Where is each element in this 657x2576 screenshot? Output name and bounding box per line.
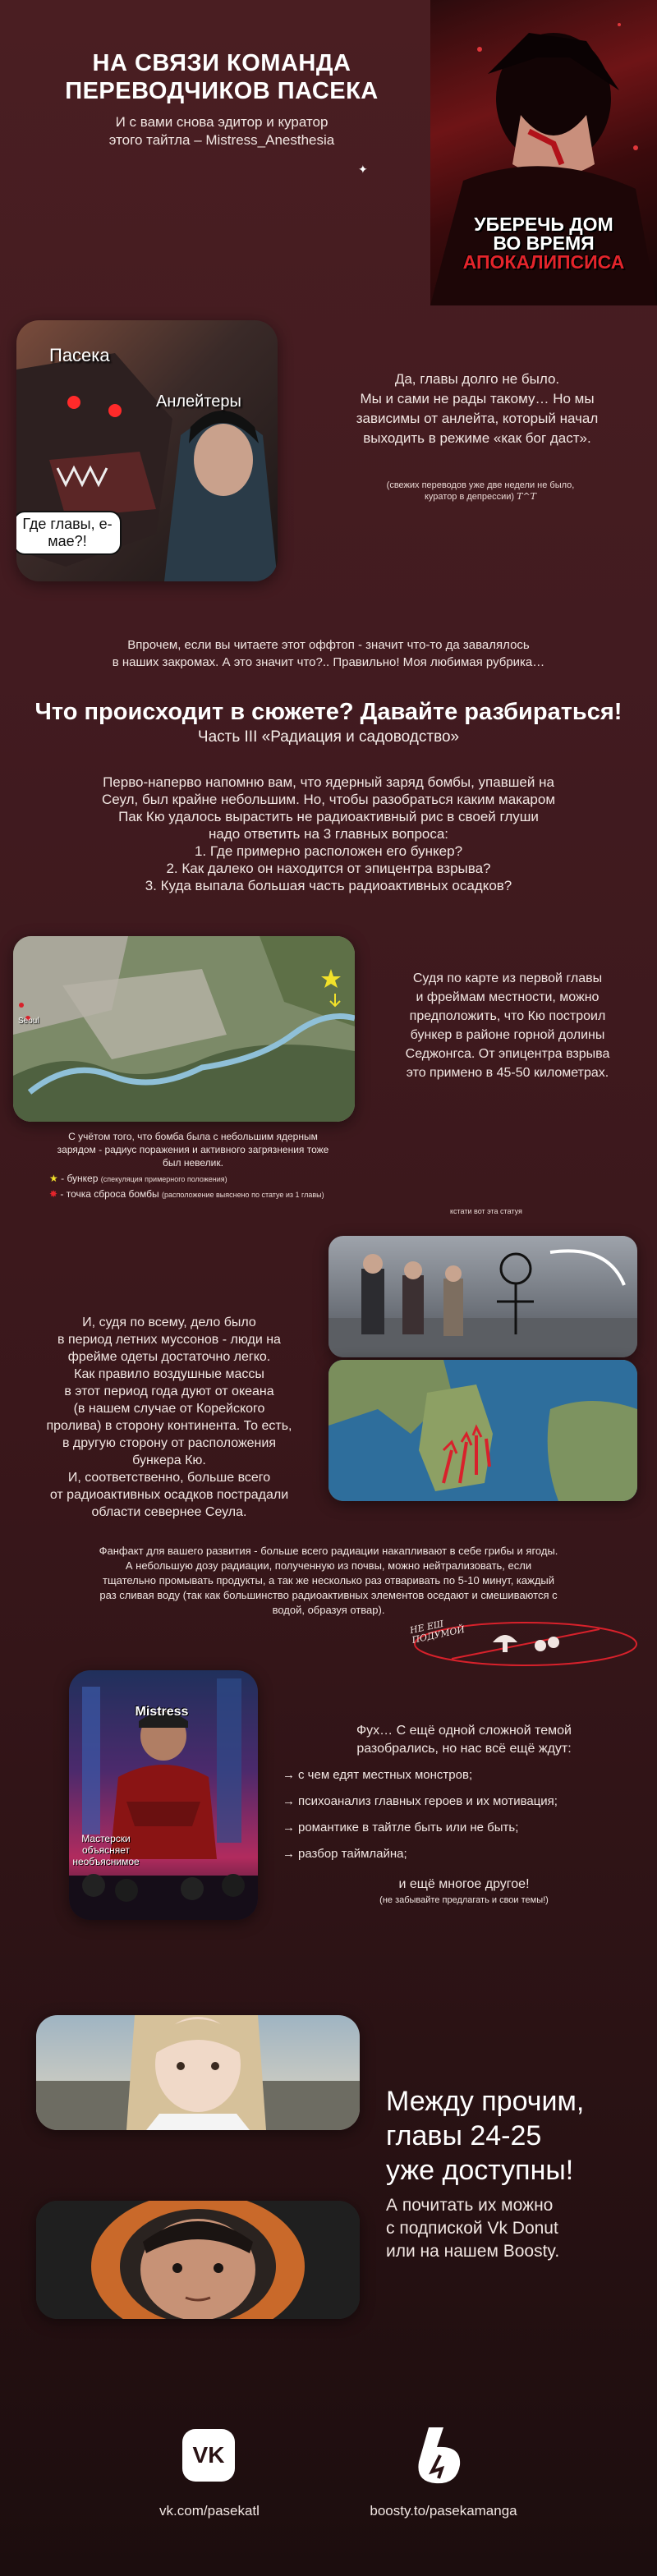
topic-text: психоанализ главных героев и их мотивация; bbox=[298, 1794, 558, 1808]
map-caption-line-3: был невелик. bbox=[163, 1157, 223, 1169]
questions-line-4: надо ответить на 3 главных вопроса: bbox=[208, 826, 449, 842]
list-item bbox=[283, 1789, 652, 1815]
crying-face: T^T bbox=[517, 491, 537, 502]
legend-bomb-label: - точка сброса бомбы bbox=[60, 1188, 159, 1200]
monsoon-line-3: фрейме одеты достаточно легко. bbox=[67, 1350, 271, 1364]
question-1: 1. Где примерно расположен его бункер? bbox=[194, 843, 463, 859]
map-caption-line-1: С учётом того, что бомба была с небольшим ядерным bbox=[68, 1131, 318, 1142]
list-item bbox=[283, 1815, 652, 1841]
fanfact-line-1: Фанфакт для вашего развития - больше всего радиации накапливают в себе грибы и ягоды. bbox=[99, 1545, 558, 1557]
monsoon-line-8: в другую сторону от расположения bbox=[62, 1436, 276, 1450]
section-subheading: Часть III «Радиация и садоводство» bbox=[197, 728, 460, 746]
man-frame bbox=[36, 2201, 360, 2319]
fanfact-line-3: тщательно промывать продукты, а так же несколько раз отваривать по 5-10 минут, каждый bbox=[102, 1574, 555, 1586]
label-paseka: Пасека bbox=[49, 345, 110, 365]
offtop-line-1: Впрочем, если вы читаете этот оффтоп - значит что-то да завалялось bbox=[127, 638, 530, 652]
arrow-icon: → bbox=[283, 1768, 295, 1782]
upcoming-intro bbox=[279, 1722, 649, 1758]
subtitle-line-2: этого тайтла – Mistress_Anesthesia bbox=[108, 132, 335, 148]
map-illustration bbox=[13, 936, 355, 1122]
statue-illustration bbox=[328, 1236, 637, 1357]
sparkle-icon: ✦ bbox=[358, 163, 368, 176]
questions-line-1: Перво-наперво напомню вам, что ядерный заряд бомбы, упавшей на bbox=[103, 774, 554, 790]
fanfact-paragraph bbox=[11, 1544, 646, 1618]
questions-line-2: Сеул, был крайне небольшим. Но, чтобы разобраться каким макаром bbox=[101, 792, 556, 807]
monsoon-line-9: бункера Кю. bbox=[132, 1453, 206, 1467]
monsoon-line-1: И, судя по всему, дело было bbox=[82, 1316, 256, 1329]
legend-bomb bbox=[49, 1187, 324, 1202]
legend-bunker-note: (спекуляция примерного положения) bbox=[100, 1175, 227, 1183]
cover-title-line-1: УБЕРЕЧЬ ДОМ bbox=[474, 214, 613, 235]
arrow-icon: → bbox=[283, 1821, 295, 1834]
topics-list bbox=[283, 1762, 652, 1867]
map-caption bbox=[16, 1130, 370, 1169]
korea-map-frame bbox=[328, 1360, 637, 1501]
vk-link[interactable]: vk.com/pasekatl bbox=[159, 2503, 260, 2519]
section-heading: Что происходит в сюжете? Давайте разбираться! bbox=[34, 699, 623, 725]
monsoon-line-6: (в нашем случае от Корейского bbox=[73, 1402, 265, 1416]
map-text-line-2: и фреймам местности, можно bbox=[416, 990, 600, 1004]
legend-bunker-label: - бункер bbox=[61, 1173, 99, 1184]
page-title bbox=[16, 49, 427, 105]
questions-line-3: Пак Кю удалось вырастить не радиоактивный рис в своей глуши bbox=[118, 809, 539, 824]
question-3: 3. Куда выпала большая часть радиоактивных осадков? bbox=[145, 878, 512, 893]
intro-line-3: зависимы от анлейта, который начал bbox=[356, 411, 599, 426]
intro-paragraph bbox=[302, 370, 652, 448]
cover-title-line-3: АПОКАЛИПСИСА bbox=[462, 251, 625, 273]
map-legend bbox=[49, 1171, 324, 1202]
cover-title-line-2: ВО ВРЕМЯ bbox=[493, 232, 595, 254]
monsoon-line-2: в период летних муссонов - люди на bbox=[57, 1333, 281, 1347]
monsoon-line-4: Как правило воздушные массы bbox=[74, 1367, 264, 1381]
map-label-seoul: Seoul bbox=[18, 1017, 39, 1026]
title-line-2: ПЕРЕВОДЧИКОВ ПАСЕКА bbox=[65, 78, 379, 104]
topic-text: с чем едят местных монстров; bbox=[298, 1768, 473, 1782]
intro-line-4: выходить в режиме «как бог даст». bbox=[363, 430, 591, 446]
topic-text: романтике в тайтле быть или не быть; bbox=[298, 1821, 519, 1834]
chapters-sub bbox=[386, 2194, 649, 2263]
intro-line-2: Мы и сами не рады такому… Но мы bbox=[360, 391, 595, 406]
fanfact-line-4: раз сливая воду (так как большинство радиоактивных элементов оседают и смешиваются с bbox=[99, 1589, 558, 1601]
speech-bubble: Где главы, е-мае?! bbox=[16, 511, 122, 555]
cover-title bbox=[430, 215, 657, 272]
girl-illustration bbox=[36, 2015, 360, 2130]
monsoon-line-7: пролива) в сторону континента. То есть, bbox=[46, 1419, 292, 1433]
chapters-sub-line-2: с подпиской Vk Donut bbox=[386, 2219, 558, 2238]
meme-frame bbox=[16, 320, 278, 581]
topic-text: разбор таймлайна; bbox=[298, 1847, 407, 1861]
burst-icon: ✸ bbox=[49, 1188, 58, 1200]
more-text: и ещё многое другое! bbox=[398, 1877, 530, 1891]
doodle-text: НЕ ЕШ ПОДУМОЙ bbox=[408, 1618, 466, 1646]
map-text-line-4: бункер в районе горной долины bbox=[410, 1028, 605, 1042]
chapters-sub-line-1: А почитать их можно bbox=[386, 2196, 554, 2215]
girl-frame bbox=[36, 2015, 360, 2130]
chapters-line-2: главы 24-25 bbox=[386, 2120, 542, 2151]
man-illustration bbox=[36, 2201, 360, 2319]
boosty-logo-icon[interactable] bbox=[411, 2424, 470, 2486]
offtop-line-2: в наших закромах. А это значит что?.. Правильно! Моя любимая рубрика… bbox=[112, 655, 545, 669]
boosty-link[interactable]: boosty.to/pasekamanga bbox=[370, 2503, 517, 2519]
star-icon: ★ bbox=[49, 1173, 58, 1184]
vk-logo-text: VK bbox=[192, 2442, 225, 2468]
monsoon-line-11: от радиоактивных осадков пострадали bbox=[49, 1488, 289, 1502]
intro-note bbox=[312, 480, 649, 503]
fanfact-line-5: водой, образуя отвар). bbox=[272, 1604, 385, 1616]
map-text-line-3: предположить, что Кю построил bbox=[409, 1009, 606, 1023]
legend-bunker bbox=[49, 1171, 324, 1187]
arrow-icon: → bbox=[283, 1847, 295, 1861]
monsoon-paragraph bbox=[16, 1314, 322, 1521]
question-2: 2. Как далеко он находится от эпицентра взрыва? bbox=[166, 861, 491, 876]
korea-map-illustration bbox=[328, 1360, 637, 1501]
more-note: (не забывайте предлагать и свои темы!) bbox=[379, 1895, 549, 1905]
title-line-1: НА СВЯЗИ КОМАНДА bbox=[92, 50, 351, 76]
subtitle-line-1: И с вами снова эдитор и куратор bbox=[115, 114, 328, 130]
fanfact-line-2: А небольшую дозу радиации, полученную из почвы, можно нейтрализовать, если bbox=[125, 1559, 532, 1572]
vk-logo-icon[interactable] bbox=[182, 2429, 235, 2482]
intro-note-line-1: (свежих переводов уже две недели не было, bbox=[386, 480, 575, 490]
offtop-paragraph bbox=[8, 636, 649, 671]
chapters-line-3: уже доступны! bbox=[386, 2155, 574, 2186]
list-item bbox=[283, 1841, 652, 1867]
mistress-frame bbox=[69, 1670, 258, 1920]
monsoon-line-10: И, соответственно, больше всего bbox=[67, 1471, 271, 1485]
map-text-line-1: Судя по карте из первой главы bbox=[412, 971, 603, 985]
map-frame bbox=[13, 936, 355, 1122]
arrow-icon: → bbox=[283, 1794, 295, 1808]
chapters-sub-line-3: или на нашем Boosty. bbox=[386, 2242, 560, 2261]
chapters-line-1: Между прочим, bbox=[386, 2086, 585, 2117]
map-text-line-6: это примено в 45-50 километрах. bbox=[406, 1066, 609, 1080]
mushroom-doodle bbox=[402, 1618, 649, 1670]
label-unleaders: Анлейтеры bbox=[156, 393, 241, 411]
monsoon-line-5: в этот период года дуют от океана bbox=[64, 1384, 274, 1398]
cover-image bbox=[430, 0, 657, 305]
label-mistress: Mistress bbox=[135, 1705, 189, 1719]
label-explains: Мастерски объясняет необъяснимое bbox=[72, 1833, 140, 1867]
upcoming-intro-line-1: Фух… С ещё одной сложной темой bbox=[356, 1724, 572, 1738]
map-caption-line-2: зарядом - радиус поражения и активного загрязнения тоже bbox=[57, 1144, 329, 1155]
header-subtitle bbox=[49, 113, 394, 149]
list-item bbox=[283, 1762, 652, 1789]
boosty-bolt-icon bbox=[411, 2424, 470, 2486]
map-paragraph bbox=[361, 969, 654, 1082]
monsoon-line-12: области севернее Сеула. bbox=[91, 1505, 247, 1519]
intro-line-1: Да, главы долго не было. bbox=[394, 371, 560, 387]
chapters-heading bbox=[386, 2084, 649, 2188]
statue-frame bbox=[328, 1236, 637, 1357]
questions-block bbox=[16, 774, 641, 894]
legend-bomb-note: (расположение выяснено по статуе из 1 главы) bbox=[162, 1191, 324, 1199]
upcoming-intro-line-2: разобрались, но нас всё ещё ждут: bbox=[356, 1742, 572, 1756]
intro-note-line-2: куратор в депрессии) bbox=[424, 492, 515, 502]
upcoming-more bbox=[279, 1876, 649, 1907]
statue-note: кстати вот эта статуя bbox=[450, 1207, 522, 1215]
map-text-line-5: Седжонгса. От эпицентра взрыва bbox=[405, 1047, 610, 1061]
